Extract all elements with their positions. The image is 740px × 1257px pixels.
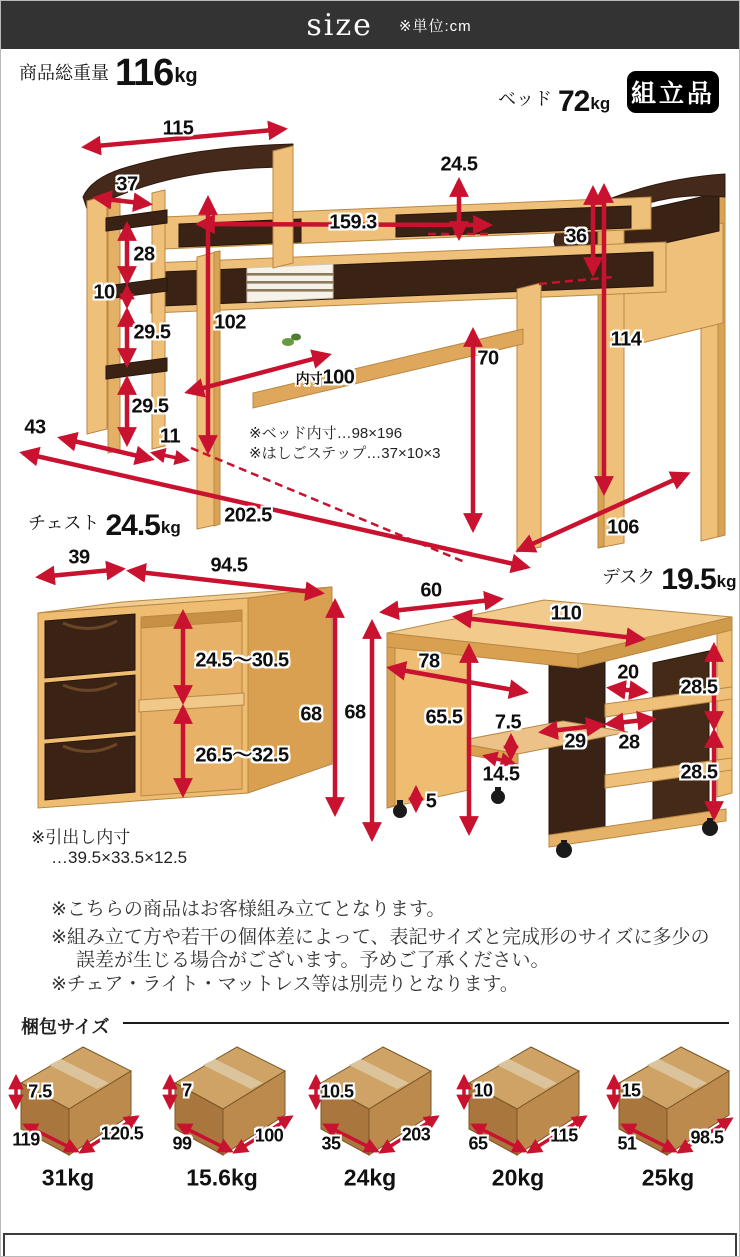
bed-dim-step-thickness: 10	[93, 281, 115, 304]
bed-dim-total-height: 114	[610, 328, 642, 351]
box4-depth: 65	[468, 1133, 488, 1154]
box4-height: 10	[473, 1080, 493, 1101]
desk-dim-shelf-upper: 28.5	[680, 676, 718, 699]
desk-dim-width: 110	[550, 602, 582, 625]
bed-name: ベッド	[498, 89, 552, 109]
chest-note-value: …39.5×33.5×12.5	[51, 848, 188, 867]
desk-dim-tray-height: 7.5	[494, 711, 522, 734]
bed-dim-under-height: 102	[214, 311, 246, 334]
bed-dim-ladder-width: 43	[24, 416, 46, 439]
desk-dim-shelf-lower: 28.5	[680, 761, 718, 784]
box5-depth: 51	[617, 1133, 637, 1154]
chest-weight-value: 24.5	[105, 509, 160, 542]
bed-weight-unit: kg	[590, 94, 611, 113]
desk-dim-shelf-width-1: 29	[564, 730, 586, 753]
box1-height: 7.5	[28, 1081, 52, 1102]
chest-dim-width: 94.5	[210, 554, 248, 577]
chest-dim-height: 68	[300, 703, 322, 726]
total-weight	[19, 52, 198, 94]
desk-dim-caster-height: 5	[425, 790, 437, 813]
bed-dim-depth: 106	[607, 516, 639, 539]
box5-width: 98.5	[690, 1127, 724, 1148]
note-line-4: ※チェア・ライト・マットレス等は別売りとなります。	[51, 974, 519, 995]
bed-dim-width-top: 115	[162, 117, 194, 140]
packing-title: 梱包サイズ	[21, 1017, 110, 1037]
desk-dim-depth: 60	[420, 579, 442, 602]
page-title: size	[306, 7, 373, 43]
desk-name: デスク	[602, 567, 656, 587]
note-line-1: ※こちらの商品はお客様組み立てとなります。	[51, 899, 446, 920]
bed-dim-step-gap-2: 29.5	[133, 321, 171, 344]
bed-dim-step-gap-3: 29.5	[131, 395, 169, 418]
box4-weight: 20kg	[491, 1164, 545, 1191]
desk-weight	[602, 563, 737, 596]
chest-dim-shelf-upper: 24.5〜30.5	[195, 649, 289, 672]
chest-name: チェスト	[28, 513, 100, 533]
next-section-border	[3, 1233, 737, 1257]
chest-dim-shelf-lower: 26.5〜32.5	[195, 744, 289, 767]
note-line-2: ※組み立て方や若干の個体差によって、表記サイズと完成形のサイズに多少の	[51, 927, 710, 948]
box2-depth: 99	[172, 1133, 192, 1154]
box1-weight: 31kg	[41, 1164, 95, 1191]
desk-weight-value: 19.5	[661, 563, 716, 596]
desk-dim-tray-depth: 14.5	[482, 763, 520, 786]
box3-weight: 24kg	[343, 1164, 397, 1191]
desk-dim-inner-height: 65.5	[425, 706, 463, 729]
bed-dim-inner-width	[296, 367, 355, 390]
box2-height: 7	[182, 1080, 192, 1101]
desk-dim-shelf-depth: 20	[617, 661, 639, 684]
total-weight-unit: kg	[174, 65, 198, 88]
desk-weight-unit: kg	[716, 572, 737, 591]
illustration-layer	[1, 1, 740, 1257]
desk-dim-inner-width: 78	[418, 650, 440, 673]
bed-dim-under-clearance: 70	[477, 347, 499, 370]
assembly-badge: 組立品	[627, 71, 719, 113]
desk-dim-height: 68	[344, 701, 366, 724]
box2-weight: 15.6kg	[186, 1164, 258, 1191]
bed-weight	[498, 85, 611, 118]
bed-dim-footboard-inner: 36	[565, 225, 587, 248]
chest-weight-unit: kg	[160, 518, 181, 537]
total-weight-label: 商品総重量	[19, 63, 109, 84]
unit-note: ※単位:cm	[398, 17, 472, 35]
bed-dim-inner-length: 159.3	[329, 211, 377, 234]
bed-dim-post-width: 11	[159, 425, 181, 448]
bed-dim-ladder-depth: 37	[116, 173, 138, 196]
box1-width: 120.5	[100, 1123, 144, 1144]
box3-height: 10.5	[320, 1081, 354, 1102]
bed-note-inner: ※ベッド内寸…98×196	[249, 425, 403, 442]
bed-dim-total-length: 202.5	[224, 504, 272, 527]
bed-weight-value: 72	[558, 85, 590, 118]
box3-depth: 35	[321, 1133, 341, 1154]
note-line-3: 誤差が生じる場合がございます。予めご了承ください。	[76, 950, 550, 971]
total-weight-value: 116	[115, 52, 174, 94]
box2-width: 100	[254, 1125, 284, 1146]
bed-inner-label: 内寸	[295, 370, 323, 387]
box5-height: 15	[621, 1080, 641, 1101]
chest-weight	[28, 509, 181, 542]
box5-weight: 25kg	[641, 1164, 695, 1191]
chest-note-title: ※引出し内寸	[31, 828, 131, 847]
bed-note-ladder: ※はしごステップ…37×10×3	[249, 445, 441, 462]
box1-depth: 119	[12, 1129, 40, 1150]
box3-width: 203	[401, 1124, 431, 1145]
chest-dim-depth: 39	[68, 546, 90, 569]
bed-dim-guard-height: 24.5	[440, 153, 478, 176]
box4-width: 115	[550, 1125, 578, 1146]
bed-inner-value: 100	[322, 366, 355, 389]
header-bar	[1, 1, 740, 49]
bed-dim-step-gap: 28	[133, 243, 155, 266]
desk-dim-shelf-width-2: 28	[618, 731, 640, 754]
